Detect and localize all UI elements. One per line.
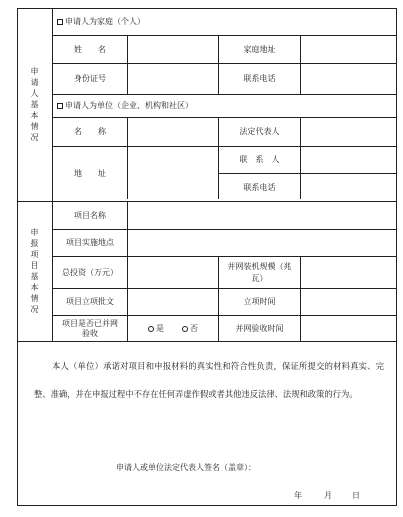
family-option[interactable] [57,9,145,35]
address-label: 地 址 [74,169,106,178]
project-name-value[interactable] [128,202,397,229]
grid-accepted-options [128,316,218,341]
grid-accepted-label [53,316,127,341]
phone2-value[interactable] [301,174,397,201]
org-title: 申请人为单位（企业、机构和社区） [65,101,193,110]
section-line [17,341,397,342]
name-value[interactable] [128,36,218,63]
home-address-label: 家庭地址 [243,44,276,54]
phone2-label: 联系电话 [243,182,276,192]
yes-radio[interactable] [148,326,154,332]
org-name-label: 名 称 [74,127,106,136]
approval-doc-label: 项目立项批文 [66,297,114,306]
project-location-value[interactable] [128,230,397,256]
legal-rep-label: 法定代表人 [239,127,280,136]
family-title: 申请人为家庭（个人） [65,17,145,26]
id-number-value[interactable] [128,64,218,94]
org-option[interactable] [57,95,193,117]
date-year: 年 [294,491,302,500]
approval-doc-value[interactable] [128,289,218,315]
date-month: 月 [324,491,332,500]
contact-person-label: 联 系 人 [239,155,280,164]
grid-accepted-text: 项目是否已并网验收 [62,318,118,338]
legal-rep-value[interactable] [301,118,397,146]
total-investment-label: 总投资（万元） [62,267,118,277]
approval-time-value[interactable] [301,289,397,315]
side-label-applicant [17,8,52,201]
no-radio[interactable] [182,326,188,332]
no-label: 否 [190,323,198,333]
name-label: 姓 名 [74,44,106,54]
acceptance-time-label: 并网验收时间 [235,323,284,333]
project-location-label: 项目实施地点 [66,238,114,247]
declaration-text: 本人（单位）承诺对项目和申报材料的真实性和符合性负责，保证所提交的材料真实、完整、准确，并在申报过程中不存在任何弄虚作假或者其他违反法律、法规和政策的行为。 [34,361,384,399]
signature-label: 申请人或单位法定代表人签名（盖章）： [116,463,256,472]
project-name-label: 项目名称 [74,210,106,220]
side-label-project-text: 申报项目基本情况 [30,228,39,314]
grid-capacity-text: 并网装机规模（兆瓦） [227,261,292,283]
yes-label: 是 [156,323,164,333]
side-label-project [17,201,52,341]
approval-time-label: 立项时间 [243,297,276,306]
home-address-value[interactable] [301,36,397,63]
family-checkbox[interactable] [57,19,63,25]
side-label-applicant-text: 申请人基本情况 [30,67,39,142]
phone-label: 联系电话 [243,74,276,83]
phone-value[interactable] [301,64,397,94]
grid-capacity-value[interactable] [301,257,397,288]
address-value[interactable] [128,147,218,201]
grid-capacity-label [219,257,300,288]
org-checkbox[interactable] [57,103,63,109]
date-day: 日 [352,491,360,500]
contact-person-value[interactable] [301,147,397,173]
total-investment-value[interactable] [128,257,218,288]
acceptance-time-value[interactable] [301,316,397,341]
id-number-label: 身份证号 [74,74,106,83]
org-name-value[interactable] [128,118,218,146]
